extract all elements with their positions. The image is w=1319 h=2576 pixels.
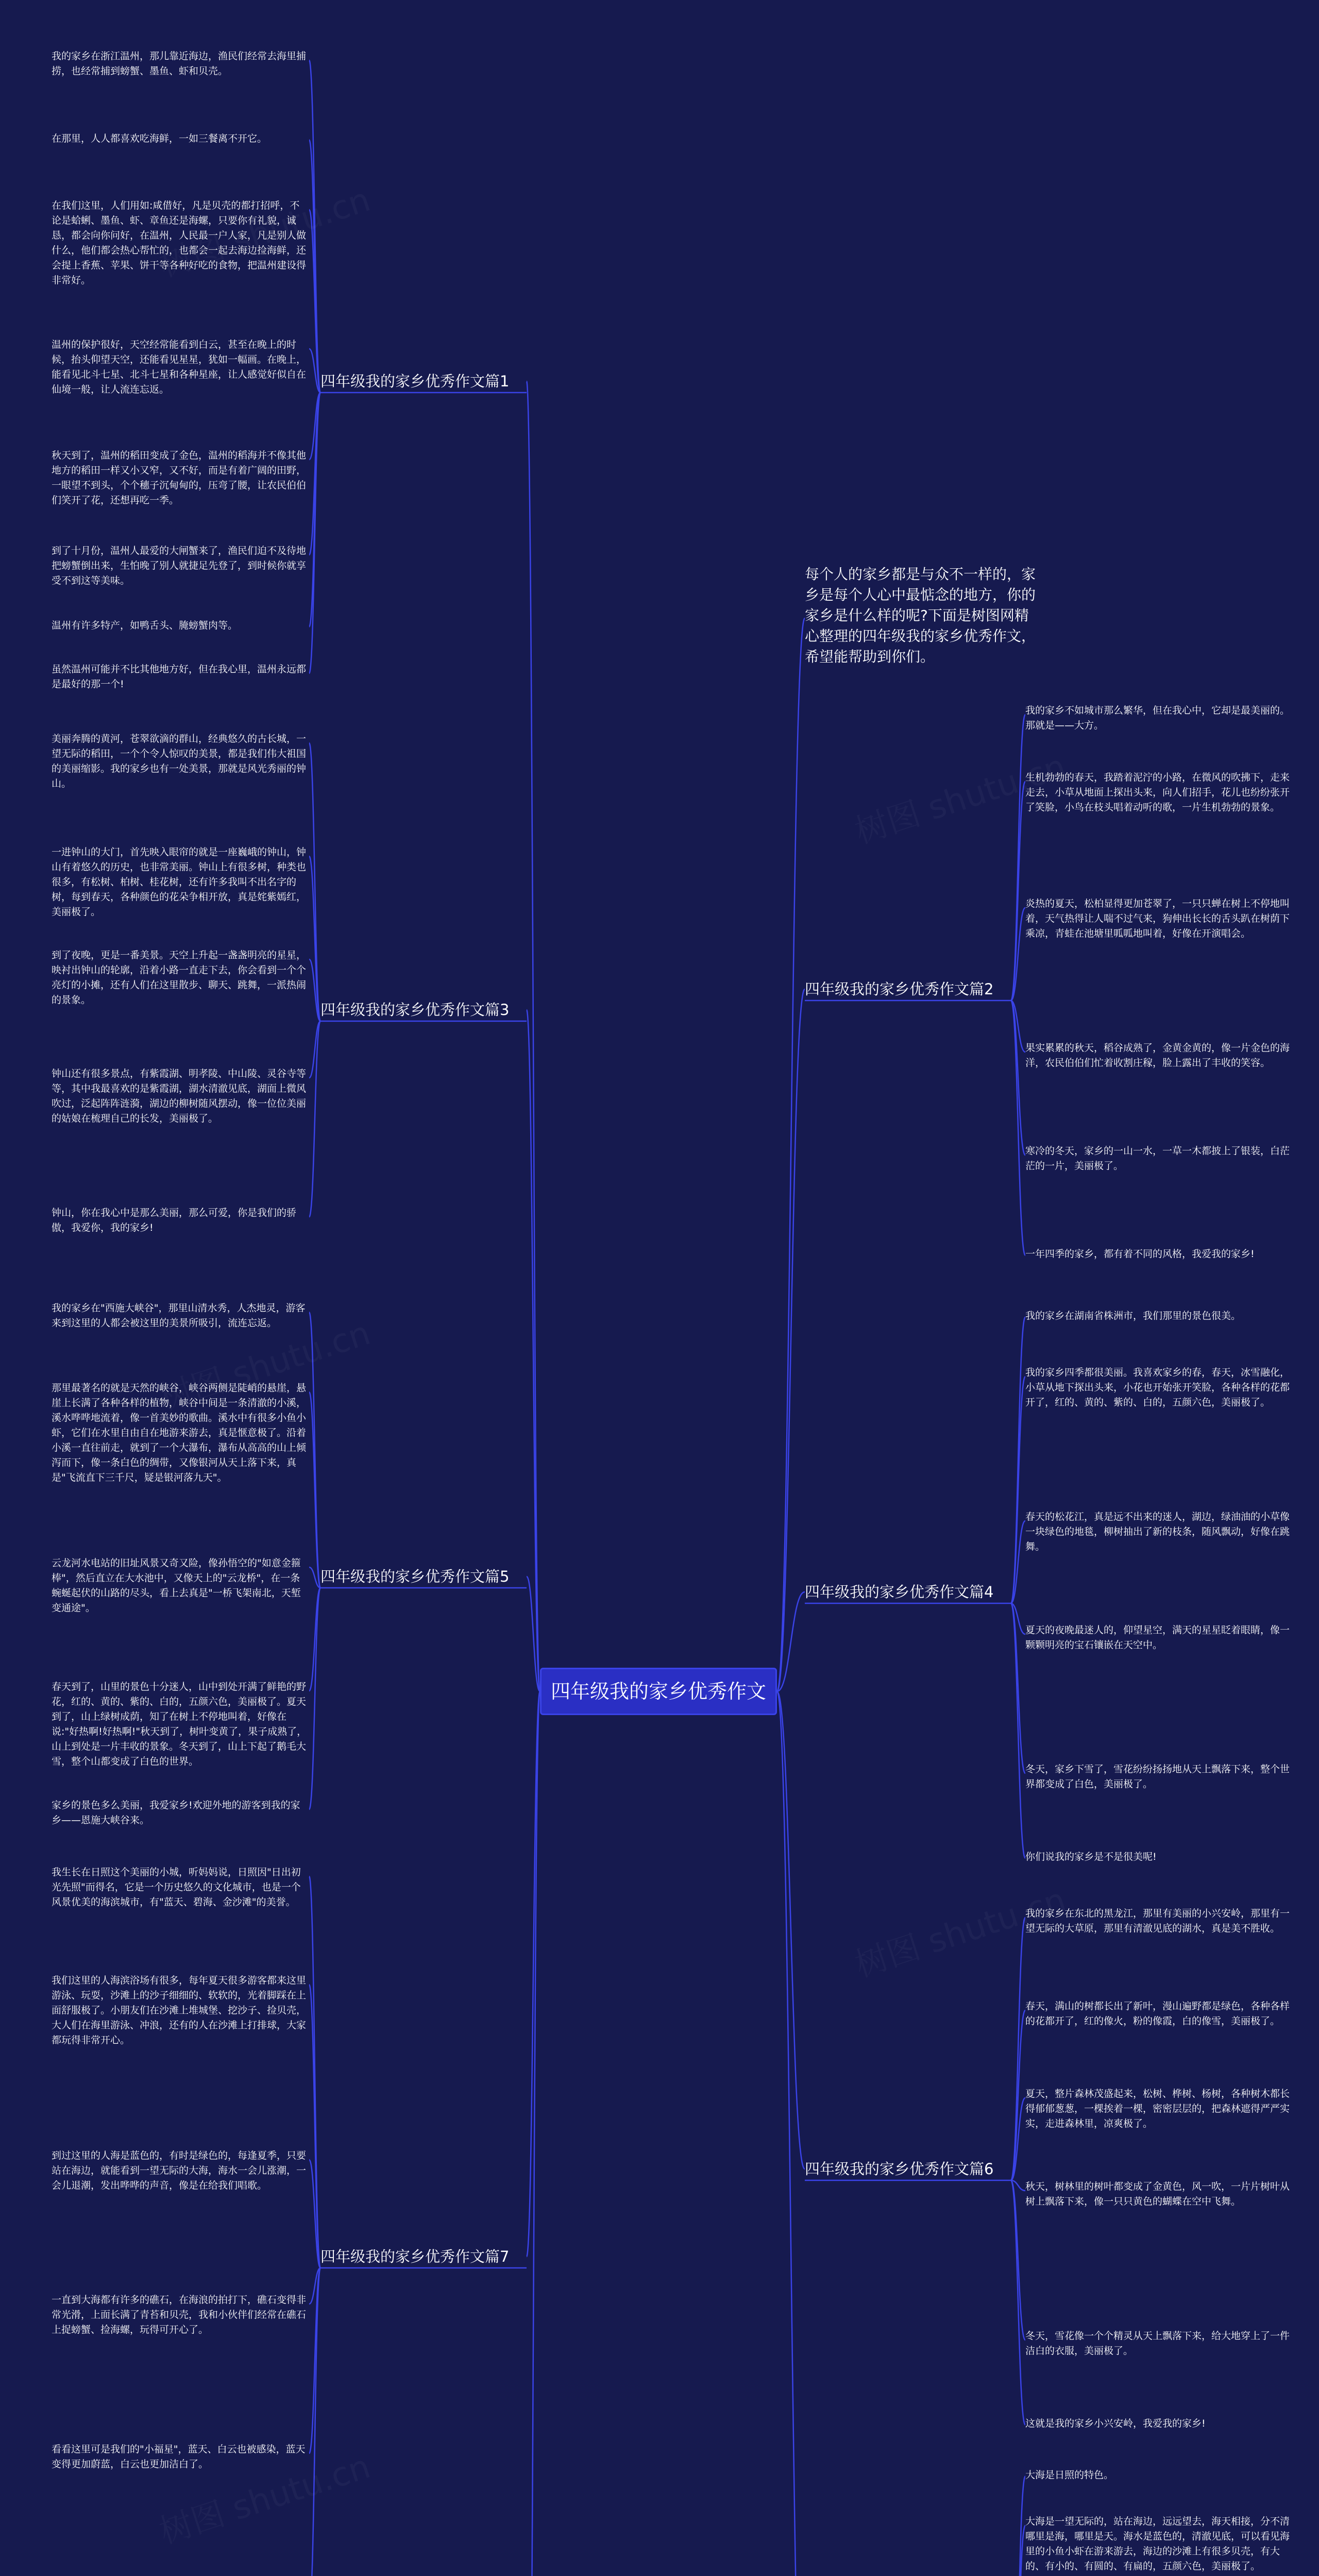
leaf-text: 冬天，家乡下雪了，雪花纷纷扬扬地从天上飘落下来，整个世界都变成了白色，美丽极了。 [1025, 1764, 1290, 1790]
branch-to-leaf-link [1011, 1001, 1025, 1256]
root-to-branch-link [527, 1691, 540, 2257]
leaf-text: 冬天，雪花像一个个精灵从天上飘落下来，给大地穿上了一件洁白的衣服，美丽极了。 [1025, 2330, 1290, 2357]
branch-to-leaf-link [309, 2268, 320, 2576]
root-to-branch-link [527, 1691, 540, 2576]
branch-topic[interactable]: 四年级我的家乡优秀作文篇5 [320, 1568, 510, 1585]
root-to-branch-link [777, 1691, 805, 2169]
leaf-text: 春天到了，山里的景色十分迷人，山中到处开满了鲜艳的野花，红的、黄的、紫的、白的，五颜六色，美丽极了。夏天到了，山上绿树成荫，知了在树上不停地叫着，好像在说:"好热啊!好热啊!"秋天到了，树叶变黄了，果子成熟了，山上到处是一片丰收的景象。冬天到了，山上下起了鹅毛大雪，整个山都变成了白色的世界。 [52, 1681, 307, 1767]
leaf-text: 在我们这里，人们用如:咸借好，凡是贝壳的都打招呼，不论是蛤蜊、墨鱼、虾、章鱼还是海螺，只要你有礼貌，诚恳，都会向你问好，在温州，人民最一户人家，凡是别人做什么，他们都会热心帮忙的，也都会一起去海边捡海鲜，还会提上香蕉、苹果、饼干等各种好吃的食物，把温州建设得非常好。 [52, 200, 307, 286]
branch-topic[interactable]: 四年级我的家乡优秀作文篇2 [805, 980, 994, 998]
branch-to-leaf-link [1011, 2477, 1025, 2576]
leaf-text: 春天，满山的树都长出了新叶，漫山遍野都是绿色，各种各样的花都开了，红的像火，粉的像霞，白的像雪，美丽极了。 [1025, 2001, 1290, 2027]
leaf-text: 夏天的夜晚最迷人的，仰望星空，满天的星星眨着眼睛，像一颗颗明亮的宝石镶嵌在天空中。 [1025, 1624, 1290, 1651]
leaf-text: 美丽奔腾的黄河，苍翠欲滴的群山，经典悠久的古长城，一望无际的稻田，一个个令人惊叹的美景，都是我们伟大祖国的美丽缩影。我的家乡也有一处美景，那就是风光秀丽的钟山。 [52, 733, 307, 789]
root-to-intro-link [777, 618, 805, 1691]
branch-topic[interactable]: 四年级我的家乡优秀作文篇1 [320, 372, 510, 390]
branch-topic[interactable]: 四年级我的家乡优秀作文篇3 [320, 1001, 510, 1019]
leaf-text: 虽然温州可能并不比其他地方好，但在我心里，温州永远都是最好的那一个! [52, 664, 307, 690]
root-to-branch-link [777, 989, 805, 1691]
leaf-text: 我的家乡在"西施大峡谷"，那里山清水秀，人杰地灵，游客来到这里的人都会被这里的美景所吸引，流连忘返。 [52, 1302, 306, 1329]
branch-to-leaf-link [309, 140, 320, 393]
leaf-text: 家乡的景色多么美丽，我爱家乡!欢迎外地的游客到我的家乡——恩施大峡谷来。 [52, 1800, 300, 1826]
intro-text: 每个人的家乡都是与众不一样的，家乡是每个人心中最惦念的地方，你的家乡是什么样的呢?下面是树图网精心整理的四年级我的家乡优秀作文，希望能帮助到你们。 [805, 566, 1036, 665]
branch-to-leaf-link [309, 393, 320, 673]
leaf-text: 生机勃勃的春天，我踏着泥泞的小路，在微风的吹拂下，走来走去，小草从地面上探出头来，向人们招手，花儿也纷纷张开了笑脸，小鸟在枝头唱着动听的歌，一片生机勃勃的景象。 [1025, 772, 1290, 813]
leaf-text: 我的家乡不如城市那么繁华，但在我心中，它却是最美丽的。那就是——大方。 [1025, 705, 1290, 731]
leaf-text: 到了十月份，温州人最爱的大闸蟹来了，渔民们迫不及待地把螃蟹倒出来，生怕晚了别人就捷足先登了，到时候你就享受不到这等美味。 [52, 545, 307, 586]
leaf-text: 到过这里的人海是蓝色的，有时是绿色的，每逢夏季，只要站在海边，就能看到一望无际的大海，海水一会儿涨潮，一会儿退潮，发出哗哗的声音，像是在给我们唱歌。 [52, 2150, 307, 2191]
branch-topic[interactable]: 四年级我的家乡优秀作文篇6 [805, 2160, 994, 2178]
leaf-text: 夏天，整片森林茂盛起来，松树、桦树、杨树，各种树木都长得郁郁葱葱，一棵挨着一棵，密密层层的，把森林遮得严严实实，走进森林里，凉爽极了。 [1025, 2088, 1290, 2129]
leaf-text: 春天的松花江，真是远不出来的迷人，湖边，绿油油的小草像一块绿色的地毯，柳树抽出了新的枝条，随风飘动，好像在跳舞。 [1025, 1511, 1290, 1552]
leaf-text: 炎热的夏天，松柏显得更加苍翠了，一只只蝉在树上不停地叫着，天气热得让人喘不过气来，狗伸出长长的舌头趴在树荫下乘凉，青蛙在池塘里呱呱地叫着，好像在开演唱会。 [1025, 898, 1290, 939]
leaf-text: 你们说我的家乡是不是很美呢! [1025, 1851, 1157, 1862]
leaf-text: 秋天到了，温州的稻田变成了金色，温州的稻海并不像其他地方的稻田一样又小又窄，又不好，而是有着广阔的田野，一眼望不到头，个个穗子沉甸甸的，压弯了腰，让农民伯伯们笑开了花，还想再吃一季。 [52, 450, 307, 506]
leaf-text: 温州的保护很好，天空经常能看到白云，甚至在晚上的时候，抬头仰望天空，还能看见星星，犹如一幅画。在晚上，能看见北斗七星、北斗七星和各种星座，让人感觉好似自在仙境一般，让人流连忘返。 [52, 339, 307, 395]
root-to-branch-link [777, 1691, 805, 2576]
leaf-text: 我的家乡四季都很美丽。我喜欢家乡的春，春天，冰雪融化，小草从地下探出头来，小花也开始张开笑脸，各种各样的花都开了，红的、黄的、紫的、白的，五颜六色，美丽极了。 [1025, 1367, 1290, 1408]
leaf-text: 温州有许多特产，如鸭舌头、腌螃蟹肉等。 [52, 620, 238, 631]
branch-to-leaf-link [1011, 2526, 1025, 2576]
leaf-text: 到了夜晚，更是一番美景。天空上升起一盏盏明亮的星星，映衬出钟山的轮廓，沿着小路一直走下去，你会看到一个个亮灯的小摊，还有人们在这里散步、聊天、跳舞，一派热闹的景象。 [52, 950, 307, 1006]
branch-to-leaf-link [309, 743, 320, 1021]
leaf-text: 我生长在日照这个美丽的小城，听妈妈说，日照因"日出初光先照"而得名，它是一个历史悠久的文化城市，也是一个风景优美的海滨城市，有"蓝天、碧海、金沙滩"的美誉。 [52, 1867, 301, 1908]
branch-topic[interactable]: 四年级我的家乡优秀作文篇7 [320, 2248, 510, 2265]
branch-to-leaf-link [309, 60, 320, 393]
branch-topic[interactable]: 四年级我的家乡优秀作文篇4 [805, 1583, 994, 1601]
leaf-text: 大海是一望无际的，站在海边，远远望去，海天相接，分不清哪里是海，哪里是天。海水是蓝色的，清澈见底，可以看见海里的小鱼小虾在游来游去，海边的沙滩上有很多贝壳，有大的、有小的、有圆的、有扁的，五颜六色，美丽极了。 [1025, 2516, 1290, 2572]
leaf-text: 我们这里的人海滨浴场有很多，每年夏天很多游客都来这里游泳、玩耍，沙滩上的沙子细细的、软软的，光着脚踩在上面舒服极了。小朋友们在沙滩上堆城堡、挖沙子、捡贝壳，大人们在海里游泳、冲浪，还有的人在沙滩上打排球，大家都玩得非常开心。 [52, 1975, 307, 2046]
branch-to-leaf-link [309, 1588, 320, 1809]
leaf-text: 秋天，树林里的树叶都变成了金黄色，风一吹，一片片树叶从树上飘落下来，像一只只黄色的蝴蝶在空中飞舞。 [1025, 2181, 1290, 2207]
leaf-text: 云龙河水电站的旧址风景又奇又险，像孙悟空的"如意金箍棒"，然后直立在大水池中，又像天上的"云龙桥"，在一条蜿蜒起伏的山路的尽头，看上去真是"一桥飞架南北，天堑变通途"。 [52, 1557, 301, 1614]
leaf-text: 看看这里可是我们的"小福星"，蓝天、白云也被感染，蓝天变得更加蔚蓝，白云也更加洁白了。 [52, 2444, 306, 2470]
leaf-text: 一进钟山的大门，首先映入眼帘的就是一座巍峨的钟山，钟山有着悠久的历史，也非常美丽。钟山上有很多树，种类也很多，有松树、柏树、桂花树，还有许多我叫不出名字的树，每到春天，各种颜色的花朵争相开放，真是姹紫嫣红，美丽极了。 [52, 846, 307, 918]
leaf-text: 我的家乡在东北的黑龙江，那里有美丽的小兴安岭，那里有一望无际的大草原，那里有清澈见底的湖水，真是美不胜收。 [1025, 1908, 1290, 1934]
branch-to-leaf-link [1011, 782, 1025, 1001]
leaf-text: 那里最著名的就是天然的峡谷，峡谷两侧是陡峭的悬崖，悬崖上长满了各种各样的植物，峡谷中间是一条清澈的小溪，溪水哗哗地流着，像一首美妙的歌曲。溪水中有很多小鱼小虾，它们在水里自由自在地游来游去，真是惬意极了。沿着小溪一直往前走，就到了一个大瀑布，瀑布从高高的山上倾泻而下，像一条白色的绸带，又像银河从天上落下来，真是"飞流直下三千尺，疑是银河落九天"。 [52, 1382, 307, 1483]
leaf-text: 大海是日照的特色。 [1025, 2469, 1114, 2481]
leaf-text: 一直到大海都有许多的礁石，在海浪的拍打下，礁石变得非常光滑，上面长满了青苔和贝壳，我和小伙伴们经常在礁石上捉螃蟹、捡海螺，玩得可开心了。 [52, 2294, 307, 2335]
branch-to-leaf-link [1011, 1603, 1025, 1858]
leaf-text: 钟山，你在我心中是那么美丽，那么可爱，你是我们的骄傲，我爱你，我的家乡! [52, 1207, 297, 1233]
branch-to-leaf-link [309, 1312, 320, 1588]
branch-to-leaf-link [1011, 2180, 1025, 2425]
leaf-text: 这就是我的家乡小兴安岭，我爱我的家乡! [1025, 2418, 1206, 2429]
leaf-text: 果实累累的秋天，稻谷成熟了，金黄金黄的，像一片金色的海洋，农民伯伯们忙着收割庄稼，脸上露出了丰收的笑容。 [1025, 1042, 1290, 1069]
leaf-text: 我的家乡在浙江温州，那儿靠近海边，渔民们经常去海里捕捞，也经常捕到螃蟹、墨鱼、虾和贝壳。 [52, 50, 307, 77]
leaf-text: 钟山还有很多景点，有紫霞湖、明孝陵、中山陵、灵谷寺等等，其中我最喜欢的是紫霞湖，湖水清澈见底，湖面上微风吹过，泛起阵阵涟漪，湖边的柳树随风摆动，像一位位美丽的姑娘在梳理自己的长发，美丽极了。 [52, 1068, 307, 1124]
leaf-text: 我的家乡在湖南省株洲市，我们那里的景色很美。 [1025, 1310, 1241, 1321]
leaf-text: 在那里，人人都喜欢吃海鲜，一如三餐离不开它。 [52, 133, 267, 144]
leaf-text: 寒冷的冬天，家乡的一山一水，一草一木都披上了银装，白茫茫的一片，美丽极了。 [1025, 1145, 1290, 1172]
leaf-text: 一年四季的家乡，都有着不同的风格，我爱我的家乡! [1025, 1248, 1255, 1260]
root-to-branch-link [777, 1592, 805, 1691]
root-topic[interactable]: 四年级我的家乡优秀作文 [540, 1668, 777, 1715]
